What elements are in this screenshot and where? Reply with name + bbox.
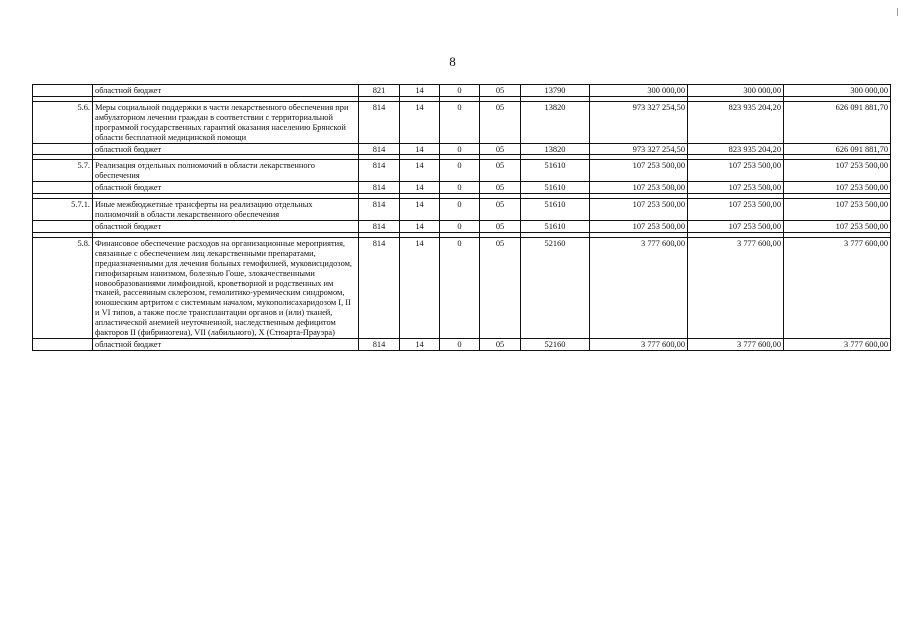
code-program: 05 [480,143,521,155]
code-admin: 814 [359,143,400,155]
code-subsection: 0 [440,143,480,155]
row-name: Реализация отдельных полномочий в области лекарственного обеспечения [93,160,359,182]
row-name: областной бюджет [93,338,359,350]
amount-year1: 107 253 500,00 [590,220,688,232]
edge-mark [897,8,898,16]
row-name: областной бюджет [93,182,359,194]
row-section-number: 5.7.1. [33,199,93,221]
code-subsection: 0 [440,220,480,232]
code-admin: 814 [359,160,400,182]
code-section: 14 [400,220,440,232]
code-subsection: 0 [440,237,480,338]
code-subsection: 0 [440,160,480,182]
amount-year2: 107 253 500,00 [688,220,784,232]
code-admin: 821 [359,85,400,97]
code-subsection: 0 [440,101,480,143]
code-program: 05 [480,220,521,232]
amount-year2: 107 253 500,00 [688,199,784,221]
row-name: областной бюджет [93,85,359,97]
row-name: Меры социальной поддержки в части лекарственного обеспечения при амбулаторном лечении граждан в соответствии с территориальной программой государственных гарантий оказания населению Брянской области бесплатной медицинской помощи [93,101,359,143]
amount-year3: 3 777 600,00 [784,338,891,350]
table-row [33,160,891,182]
row-section-number [33,85,93,97]
amount-year2: 823 935 204,20 [688,143,784,155]
code-program: 05 [480,101,521,143]
page-number: 8 [449,54,456,69]
table-row [33,143,891,155]
code-admin: 814 [359,199,400,221]
code-subsection: 0 [440,182,480,194]
code-admin: 814 [359,101,400,143]
amount-year2: 3 777 600,00 [688,338,784,350]
row-section-number: 5.7. [33,160,93,182]
row-name: областной бюджет [93,220,359,232]
code-subsection: 0 [440,199,480,221]
code-section: 14 [400,143,440,155]
row-section-number [33,338,93,350]
code-program: 05 [480,237,521,338]
code-admin: 814 [359,182,400,194]
amount-year3: 107 253 500,00 [784,182,891,194]
amount-year3: 107 253 500,00 [784,220,891,232]
code-direction: 51610 [521,160,590,182]
amount-year1: 300 000,00 [590,85,688,97]
amount-year3: 107 253 500,00 [784,160,891,182]
amount-year2: 107 253 500,00 [688,160,784,182]
table-row [33,199,891,221]
row-section-number [33,182,93,194]
budget-table [32,84,891,351]
code-subsection: 0 [440,85,480,97]
row-section-number: 5.6. [33,101,93,143]
amount-year2: 300 000,00 [688,85,784,97]
code-direction: 13820 [521,101,590,143]
amount-year1: 973 327 254,50 [590,143,688,155]
amount-year2: 823 935 204,20 [688,101,784,143]
code-section: 14 [400,338,440,350]
code-program: 05 [480,160,521,182]
code-section: 14 [400,101,440,143]
code-direction: 52160 [521,338,590,350]
amount-year3: 3 777 600,00 [784,237,891,338]
table-row [33,237,891,338]
amount-year3: 107 253 500,00 [784,199,891,221]
code-section: 14 [400,237,440,338]
amount-year1: 107 253 500,00 [590,160,688,182]
row-name: Финансовое обеспечение расходов на организационные мероприятия, связанные с обеспечением лиц лекарственными препаратами, предназначенными для лечения больных гемофилией, муковисцидозом, гипофизарным нанизмом, болезнью Гоше, злокачественными новообразованиями лимфоидной, кроветворной и родственных им тканей, рассеянным склерозом, гемолитико-уремическим синдромом, юношеским артритом с системным началом, мукополисахаридозом I, II и VI типов, а также после трансплантации органов и (или) тканей, апластической анемией неуточненной, наследственным дефицитом факторов II (фибриногена), VII (лабильного), X (Стюарта-Прауэра) [93,237,359,338]
code-section: 14 [400,160,440,182]
amount-year1: 107 253 500,00 [590,199,688,221]
amount-year3: 300 000,00 [784,85,891,97]
amount-year2: 107 253 500,00 [688,182,784,194]
amount-year3: 626 091 881,70 [784,143,891,155]
table-row [33,182,891,194]
row-name: областной бюджет [93,143,359,155]
code-admin: 814 [359,220,400,232]
amount-year2: 3 777 600,00 [688,237,784,338]
code-direction: 51610 [521,220,590,232]
code-direction: 51610 [521,199,590,221]
code-section: 14 [400,182,440,194]
row-section-number: 5.8. [33,237,93,338]
code-direction: 52160 [521,237,590,338]
code-direction: 13820 [521,143,590,155]
code-admin: 814 [359,338,400,350]
code-subsection: 0 [440,338,480,350]
code-program: 05 [480,85,521,97]
table-row [33,85,891,97]
table-row [33,338,891,350]
code-section: 14 [400,85,440,97]
row-name: Иные межбюджетные трансферты на реализацию отдельных полномочий в области лекарственного обеспечения [93,199,359,221]
row-section-number [33,220,93,232]
code-admin: 814 [359,237,400,338]
amount-year1: 107 253 500,00 [590,182,688,194]
code-direction: 13790 [521,85,590,97]
amount-year1: 3 777 600,00 [590,338,688,350]
code-direction: 51610 [521,182,590,194]
table-row [33,220,891,232]
code-section: 14 [400,199,440,221]
row-section-number [33,143,93,155]
table-row [33,101,891,143]
code-program: 05 [480,338,521,350]
amount-year3: 626 091 881,70 [784,101,891,143]
code-program: 05 [480,182,521,194]
amount-year1: 973 327 254,50 [590,101,688,143]
amount-year1: 3 777 600,00 [590,237,688,338]
code-program: 05 [480,199,521,221]
